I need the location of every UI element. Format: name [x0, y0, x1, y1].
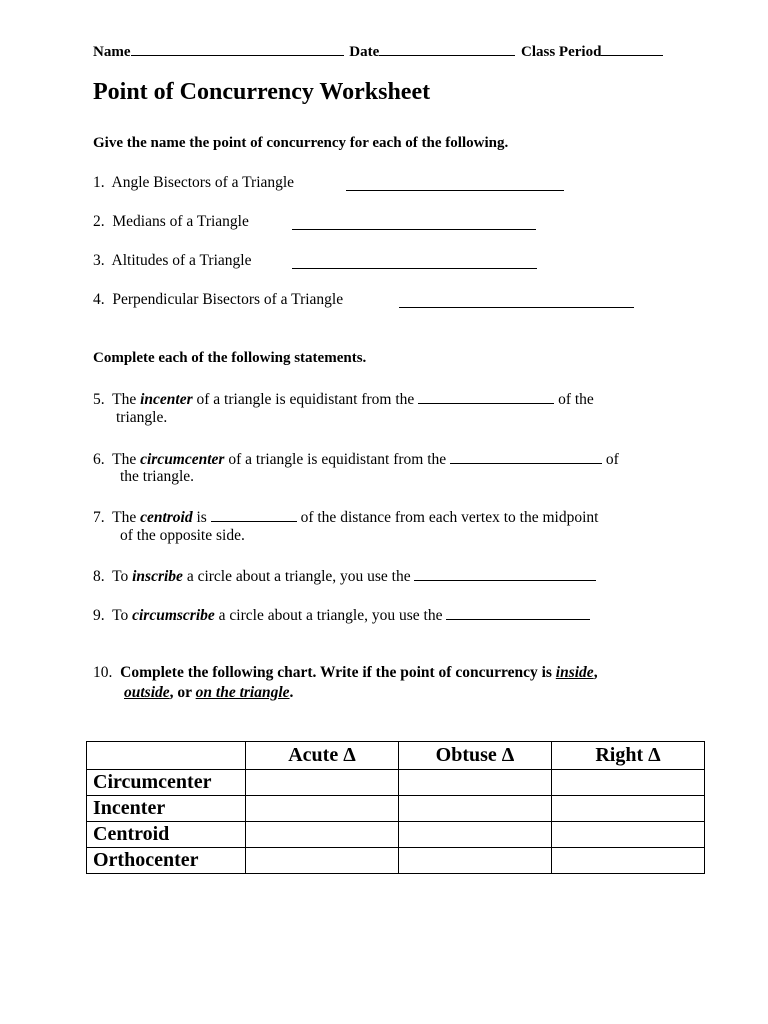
punctuation: ,: [593, 664, 598, 681]
question-number: 7.: [93, 509, 105, 526]
option-inside: inside: [555, 664, 594, 681]
chart-header-acute: Acute Δ: [246, 742, 399, 770]
chart-cell[interactable]: [246, 796, 399, 822]
punctuation: .: [289, 684, 294, 701]
class-period-label: Class Period: [521, 44, 602, 60]
question-6: [93, 449, 619, 469]
date-label: Date: [349, 44, 380, 60]
chart-header-row: [87, 742, 705, 770]
chart-header-right: Right Δ: [552, 742, 705, 770]
question-number: 1.: [93, 174, 105, 191]
question-text: To: [112, 568, 129, 585]
answer-blank-4[interactable]: [399, 293, 634, 308]
page-title: Point of Concurrency Worksheet: [93, 79, 431, 105]
chart-cell[interactable]: [246, 770, 399, 796]
question-text: is: [196, 509, 207, 526]
question-text: a circle about a triangle, you use the: [218, 607, 443, 624]
question-number: 5.: [93, 391, 105, 408]
class-period-blank[interactable]: [601, 41, 663, 56]
date-blank[interactable]: [379, 41, 515, 56]
question-text: The: [112, 391, 137, 408]
chart-row-incenter: [87, 796, 705, 822]
question-4: [93, 291, 343, 309]
option-outside: outside: [124, 684, 170, 701]
question-1: [93, 174, 294, 192]
question-7-continuation: of the opposite side.: [120, 527, 245, 544]
chart-cell[interactable]: [552, 848, 705, 874]
question-text: Complete the following chart. Write if the point of concurrency is: [120, 664, 552, 681]
question-text: Perpendicular Bisectors of a Triangle: [112, 291, 344, 308]
question-5: [93, 389, 594, 409]
question-number: 9.: [93, 607, 105, 624]
question-text: Angle Bisectors of a Triangle: [111, 174, 295, 191]
row-label: Centroid: [87, 822, 246, 848]
question-2: [93, 213, 249, 231]
question-text: , or: [169, 684, 192, 701]
chart-cell[interactable]: [399, 770, 552, 796]
question-number: 4.: [93, 291, 105, 308]
name-label: Name: [93, 44, 131, 60]
question-number: 3.: [93, 252, 105, 269]
chart-header-empty: [87, 742, 246, 770]
key-term: incenter: [140, 391, 193, 408]
chart-cell[interactable]: [552, 822, 705, 848]
question-text: of: [605, 451, 619, 468]
chart-cell[interactable]: [399, 822, 552, 848]
chart-cell[interactable]: [399, 796, 552, 822]
question-text: a circle about a triangle, you use the: [186, 568, 411, 585]
option-on-triangle: on the triangle: [195, 684, 290, 701]
question-text: of a triangle is equidistant from the: [196, 391, 415, 408]
answer-blank-1[interactable]: [346, 176, 564, 191]
answer-blank-2[interactable]: [292, 215, 536, 230]
question-text: of a triangle is equidistant from the: [228, 451, 447, 468]
answer-blank-3[interactable]: [292, 254, 537, 269]
chart-cell[interactable]: [246, 848, 399, 874]
chart-header-obtuse: Obtuse Δ: [399, 742, 552, 770]
answer-blank-6[interactable]: [450, 449, 602, 464]
concurrency-chart: [86, 741, 705, 874]
question-text: Altitudes of a Triangle: [111, 252, 252, 269]
question-number: 2.: [93, 213, 105, 230]
question-10-continuation: [124, 684, 293, 702]
key-term: circumcenter: [140, 451, 225, 468]
key-term: centroid: [140, 509, 193, 526]
answer-blank-9[interactable]: [446, 605, 590, 620]
row-label: Incenter: [87, 796, 246, 822]
question-6-continuation: the triangle.: [120, 468, 195, 485]
question-10: [93, 664, 598, 682]
section1-instruction: Give the name the point of concurrency for each of the following.: [93, 135, 509, 151]
key-term: inscribe: [132, 568, 183, 585]
row-label: Orthocenter: [87, 848, 246, 874]
chart-row-circumcenter: [87, 770, 705, 796]
question-text: of the distance from each vertex to the midpoint: [300, 509, 599, 526]
chart-cell[interactable]: [552, 796, 705, 822]
chart-row-orthocenter: [87, 848, 705, 874]
question-text: Medians of a Triangle: [112, 213, 249, 230]
question-text: The: [112, 509, 137, 526]
answer-blank-7[interactable]: [211, 507, 297, 522]
chart-row-centroid: [87, 822, 705, 848]
key-term: circumscribe: [132, 607, 215, 624]
question-9: [93, 605, 590, 625]
question-7: [93, 507, 598, 527]
chart-cell[interactable]: [399, 848, 552, 874]
question-text: The: [112, 451, 137, 468]
question-8: [93, 566, 596, 586]
header-line: [93, 41, 663, 61]
question-5-continuation: triangle.: [116, 409, 168, 426]
question-number: 8.: [93, 568, 105, 585]
chart-cell[interactable]: [246, 822, 399, 848]
answer-blank-8[interactable]: [414, 566, 596, 581]
section2-instruction: Complete each of the following statements.: [93, 350, 367, 366]
question-number: 10.: [93, 664, 113, 681]
question-text: of the: [558, 391, 594, 408]
question-number: 6.: [93, 451, 105, 468]
answer-blank-5[interactable]: [418, 389, 554, 404]
name-blank[interactable]: [131, 41, 344, 56]
question-text: To: [112, 607, 129, 624]
chart-cell[interactable]: [552, 770, 705, 796]
row-label: Circumcenter: [87, 770, 246, 796]
question-3: [93, 252, 251, 270]
